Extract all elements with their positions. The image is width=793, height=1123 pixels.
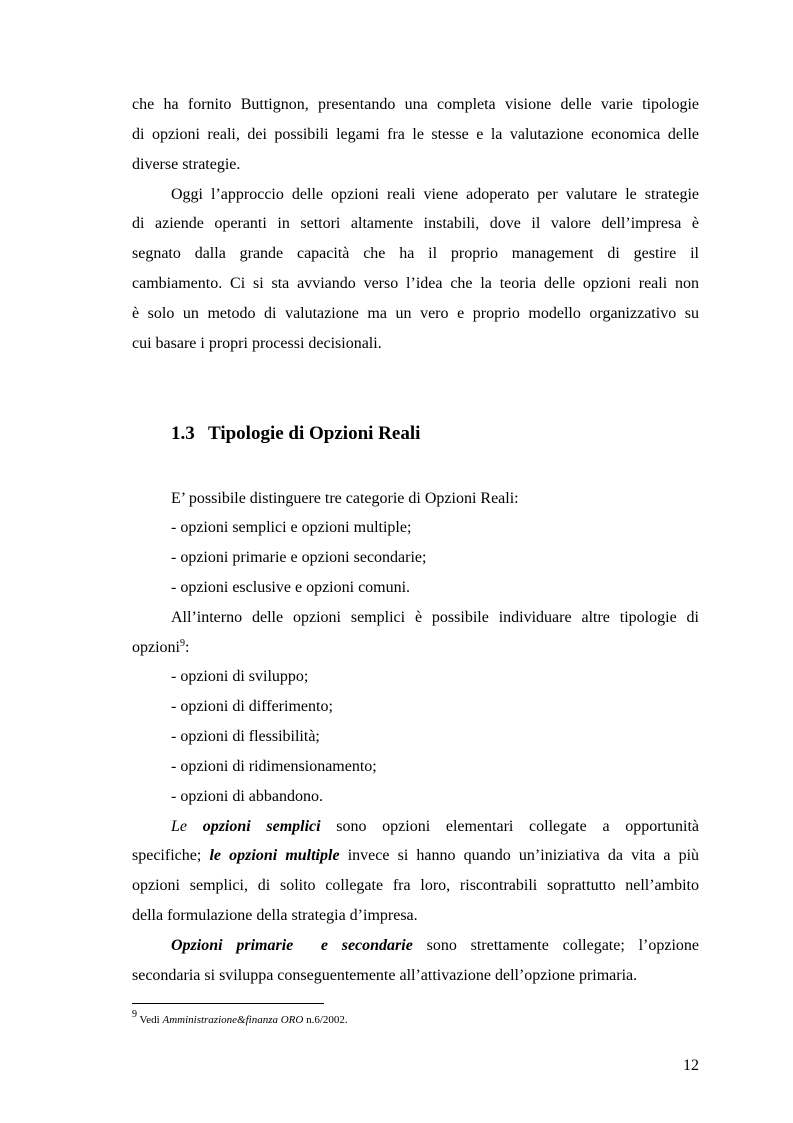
paragraph-line: è solo un metodo di valutazione ma un vero e proprio modello organizzativo su [132,305,699,322]
text-span: sono strettamente collegate; l’opzione [412,937,699,954]
intro-line: E’ possibile distinguere tre categorie di Opzioni Reali: [171,490,519,507]
paragraph-line: Oggi l’approccio delle opzioni reali viene adoperato per valutare le strategie [171,186,699,203]
list-item: - opzioni semplici e opzioni multiple; [171,519,412,536]
paragraph-line: cambiamento. Ci si sta avviando verso l’idea che la teoria delle opzioni reali non [132,275,699,292]
text-span: Vedi [137,1014,163,1026]
paragraph-line: segnato dalla grande capacità che ha il proprio management di gestire il [132,245,699,262]
paragraph-line: secondaria si sviluppa conseguentemente all’attivazione dell’opzione primaria. [132,967,638,984]
text-span: n.6/2002. [303,1014,348,1026]
text-span: opzioni [132,639,180,656]
bold-italic-term: Opzioni primarie [171,937,294,954]
paragraph-line [171,817,699,837]
paragraph-line [132,638,699,658]
list-item: - opzioni di sviluppo; [171,668,309,685]
list-item: - opzioni di abbandono. [171,788,323,805]
text-span: specifiche; [132,847,210,864]
text-span: invece si hanno quando un’iniziativa da vita a più [339,847,700,864]
paragraph-line: che ha fornito Buttignon, presentando una completa visione delle varie tipologie [132,96,699,113]
footnote-ref[interactable]: 9 [180,638,185,649]
text-span: sono opzioni elementari collegate a opportunità [320,818,700,835]
paragraph-line: di opzioni reali, dei possibili legami fra le stesse e la valutazione economica delle [132,126,699,143]
text-span: : [185,639,190,656]
list-item: - opzioni di flessibilità; [171,728,320,745]
bold-italic-term: le opzioni multiple [209,847,340,864]
paragraph-line [132,846,699,866]
list-item: - opzioni esclusive e opzioni comuni. [171,579,411,596]
section-heading [171,423,420,445]
footnote-number: 9 [132,1009,137,1020]
footnote [132,1009,348,1027]
page-number: 12 [683,1057,699,1074]
italic-text: Le [171,818,187,835]
bold-italic-term: opzioni semplici [202,818,321,835]
footnote-source: Amministrazione&finanza ORO [162,1014,304,1026]
list-item: - opzioni di ridimensionamento; [171,758,377,775]
paragraph-line: cui basare i propri processi decisionali. [132,335,382,352]
paragraph-line: della formulazione della strategia d’impresa. [132,907,418,924]
paragraph-line [171,936,699,956]
paragraph-line: opzioni semplici, di solito collegate fra loro, riscontrabili soprattutto nell’ambito [132,877,699,894]
paragraph-line: di aziende operanti in settori altamente instabili, dove il valore dell’impresa è [132,215,699,232]
section-title: Tipologie di Opzioni Reali [208,423,421,444]
footnote-divider [132,1003,324,1004]
bold-italic-term: e secondarie [320,937,413,954]
list-item: - opzioni primarie e opzioni secondarie; [171,549,427,566]
list-item: - opzioni di differimento; [171,698,333,715]
section-number: 1.3 [171,423,195,444]
paragraph-line: diverse strategie. [132,156,241,173]
paragraph-line: All’interno delle opzioni semplici è possibile individuare altre tipologie di [171,609,699,626]
